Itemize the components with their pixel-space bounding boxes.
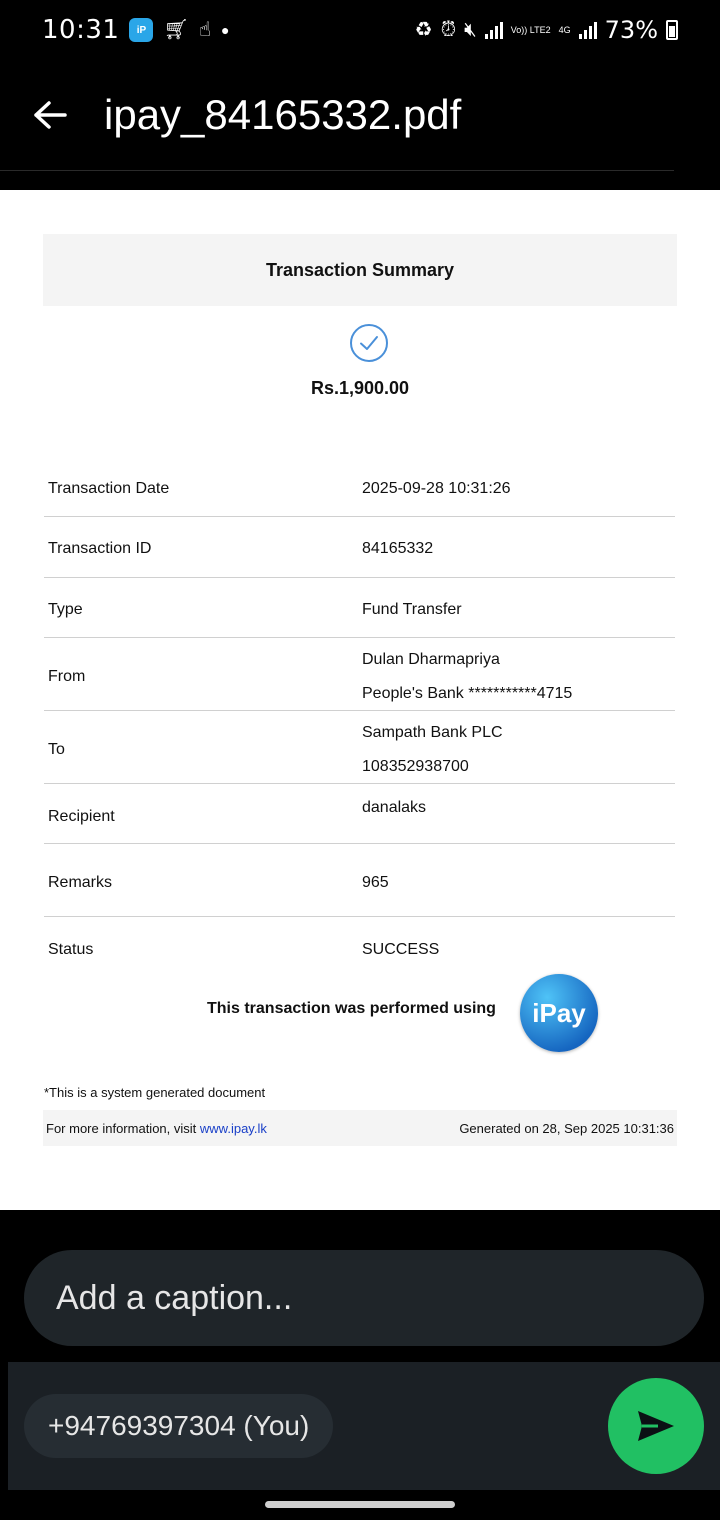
row-from [44,638,675,711]
summary-heading: Transaction Summary [43,234,677,306]
recycle-icon: ♻︎ [414,19,433,41]
mute-icon: 🔇︎ [464,19,477,41]
transaction-details [44,457,675,977]
back-arrow-icon [33,100,67,130]
pdf-preview[interactable] [0,190,720,1210]
send-button[interactable] [608,1378,704,1474]
touch-icon: ☝︎ [198,19,212,41]
caption-placeholder: Add a caption... [56,1278,293,1317]
caption-input[interactable] [24,1250,704,1346]
check-icon [349,323,389,363]
status-left [42,15,229,45]
home-indicator[interactable] [265,1501,455,1508]
row-value: Sampath Bank PLC [362,724,503,741]
signal-icon [485,21,503,39]
row-type [44,578,675,638]
file-title: ipay_84165332.pdf [104,91,462,138]
row-value: danalaks [362,799,427,816]
app-bar [0,60,720,170]
send-icon [636,1409,676,1443]
row-transaction-id [44,517,675,578]
status-time: 10:31 [42,15,120,45]
ipay-notification-icon: iP [129,18,153,42]
row-remarks [44,844,675,917]
row-value: Dulan Dharmapriya [362,651,500,668]
row-value-2: 108352938700 [362,758,469,775]
cart-icon: 🛒︎ [163,19,189,41]
status-right [415,16,678,44]
row-label: Transaction ID [48,540,152,557]
footer-info [46,1121,267,1136]
amount: Rs.1,900.00 [310,378,410,398]
battery-percent: 73% [604,16,658,44]
performed-using-text: This transaction was performed using [207,1000,496,1017]
network-type: 4G [558,24,571,35]
row-value: 84165332 [362,540,434,557]
back-button[interactable] [20,85,80,145]
dot-icon: ● [221,22,230,38]
row-to [44,711,675,784]
footer-info-text: For more information, visit [46,1120,197,1136]
row-label: From [48,668,86,685]
row-label: Recipient [48,808,115,825]
recipient-label: +94769397304 (You) [48,1410,310,1441]
row-label: Transaction Date [48,480,170,497]
ipay-logo: iPay [520,974,598,1052]
row-value-2: People's Bank ***********4715 [362,685,573,702]
status-bar [0,0,720,60]
system-generated-note: *This is a system generated document [44,1085,266,1100]
recipient-chip[interactable] [24,1394,333,1458]
document-footer [43,1110,677,1146]
row-value: SUCCESS [362,941,440,958]
row-label: Type [48,601,83,618]
battery-icon [666,20,678,40]
row-label: Remarks [48,874,113,891]
row-value: 2025-09-28 10:31:26 [362,480,511,497]
signal-icon-2 [579,21,597,39]
alarm-icon: ⏰︎ [440,19,457,41]
row-label: To [48,741,65,758]
divider [0,170,674,171]
ipay-website-link[interactable]: www.ipay.lk [199,1120,267,1136]
generated-timestamp: Generated on 28, Sep 2025 10:31:36 [459,1120,674,1136]
row-transaction-date [44,457,675,517]
row-value: 965 [362,874,389,891]
row-status [44,917,675,977]
network-label: Vo)) LTE2 [510,24,551,35]
row-label: Status [48,941,94,958]
row-value: Fund Transfer [362,601,462,618]
row-recipient [44,784,675,844]
